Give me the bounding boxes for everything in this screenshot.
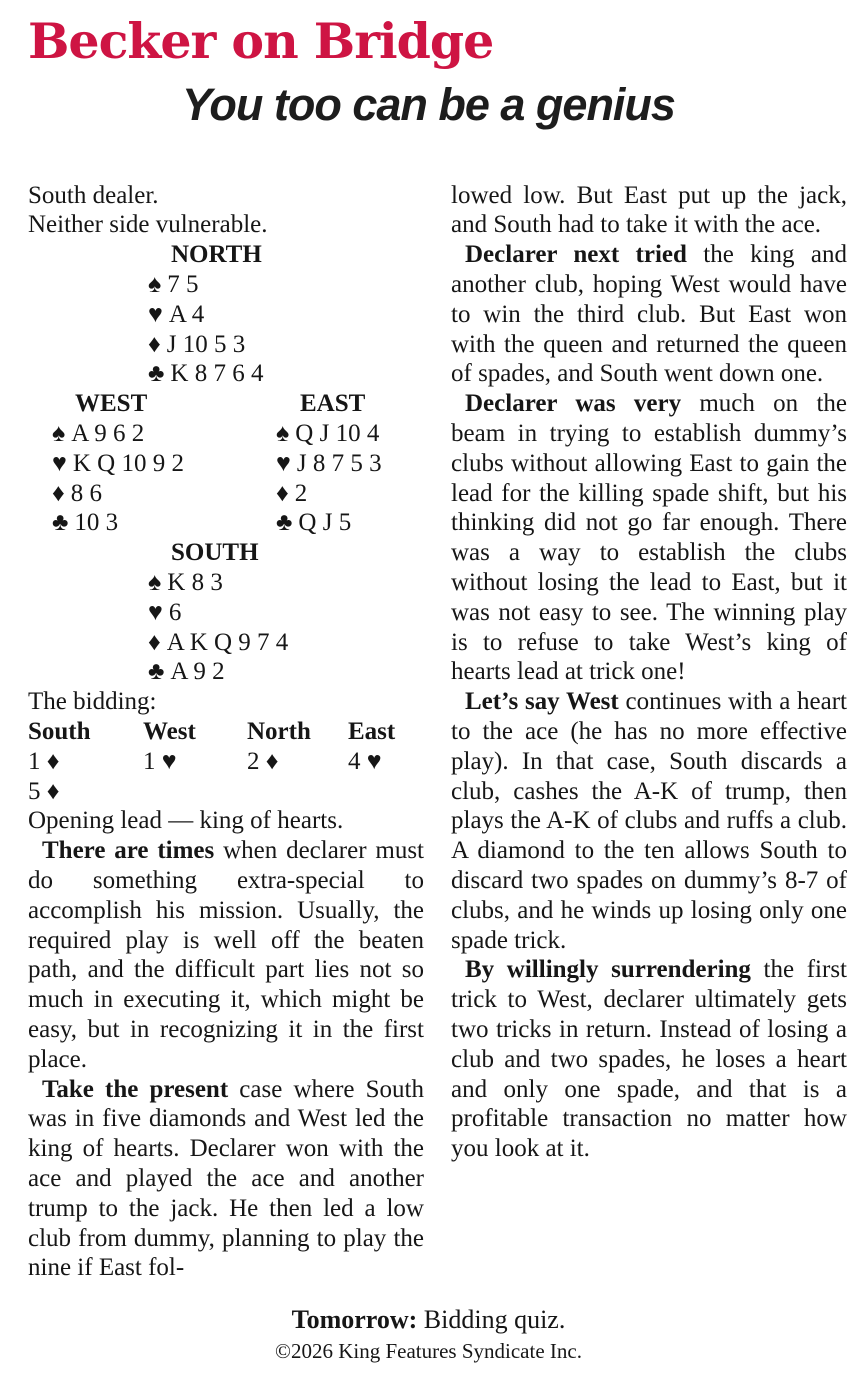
paragraph-lead: Declarer next tried bbox=[465, 241, 687, 269]
north-label: NORTH bbox=[171, 241, 262, 269]
east-hearts-cards: J 8 7 5 3 bbox=[296, 449, 382, 477]
bid-cell: 1 ♥ bbox=[143, 747, 177, 775]
east-spades-line bbox=[276, 419, 424, 449]
bid-cell bbox=[247, 777, 348, 807]
south-spades-line bbox=[148, 568, 424, 598]
paragraph-text: the first trick to West, declarer ultimately gets two tricks in return. Instead of losing a club and two spades, he loses a heart and only one spade, and that is a profitable transaction no matter how you look at it. bbox=[451, 956, 847, 1163]
tomorrow-label: Tomorrow: bbox=[291, 1305, 418, 1335]
copyright-line: ©2026 King Features Syndicate Inc. bbox=[275, 1339, 582, 1364]
heart-icon: ♥ bbox=[148, 598, 163, 626]
east-diamonds-cards: 2 bbox=[294, 479, 308, 507]
west-spades-cards: A 9 6 2 bbox=[71, 420, 145, 448]
hand-east bbox=[276, 389, 424, 538]
east-label: EAST bbox=[300, 390, 366, 418]
bid-cell bbox=[348, 777, 424, 807]
vulnerability-line: Neither side vulnerable. bbox=[28, 211, 268, 239]
east-clubs-line bbox=[276, 508, 424, 538]
spade-icon: ♠ bbox=[148, 271, 162, 299]
west-east-row bbox=[28, 389, 424, 538]
article-body bbox=[0, 181, 857, 1283]
paragraph bbox=[451, 955, 847, 1164]
club-icon: ♣ bbox=[52, 509, 69, 537]
footer bbox=[0, 1305, 857, 1364]
west-clubs-line bbox=[52, 508, 276, 538]
paragraph bbox=[451, 687, 847, 955]
paragraph bbox=[28, 836, 424, 1074]
west-hearts-cards: K Q 10 9 2 bbox=[72, 449, 184, 477]
bid-cell: 1 ♦ bbox=[28, 747, 60, 775]
hand-south bbox=[28, 538, 424, 687]
west-label: WEST bbox=[75, 390, 148, 418]
east-clubs-cards: Q J 5 bbox=[298, 509, 352, 537]
paragraph bbox=[451, 181, 847, 241]
diamond-icon: ♦ bbox=[276, 479, 289, 507]
paragraph-lead: There are times bbox=[42, 837, 215, 865]
deal-diagram bbox=[28, 240, 424, 687]
paragraph-lead: By willingly surrendering bbox=[465, 956, 751, 984]
bid-cell: 5 ♦ bbox=[28, 777, 60, 805]
bid-cell bbox=[143, 777, 247, 807]
tomorrow-line bbox=[0, 1305, 857, 1335]
diamond-icon: ♦ bbox=[52, 479, 65, 507]
paragraph-text: much on the beam in trying to establish dummy’s clubs without allowing East to gain the lead for the killing spade shift, but his thinking did not go far enough. There was a way to establish the clubs without losing the lead to East, but it was not easy to see. The winning play is to refuse to take West’s king of hearts lead at trick one! bbox=[451, 390, 847, 686]
club-icon: ♣ bbox=[148, 658, 165, 686]
east-spades-cards: Q J 10 4 bbox=[295, 420, 380, 448]
hand-west bbox=[52, 389, 276, 538]
bid-header-north: North bbox=[247, 718, 311, 746]
east-hearts-line bbox=[276, 449, 424, 479]
south-clubs-cards: A 9 2 bbox=[170, 658, 225, 686]
diamond-icon: ♦ bbox=[148, 330, 161, 358]
bid-header-west: West bbox=[143, 718, 196, 746]
bid-cell: 4 ♥ bbox=[348, 747, 382, 775]
bid-cell: 2 ♦ bbox=[247, 747, 279, 775]
masthead bbox=[0, 12, 857, 70]
left-column bbox=[28, 181, 424, 1283]
paragraph bbox=[28, 1075, 424, 1284]
north-spades-line bbox=[148, 270, 424, 300]
bidding-intro: The bidding: bbox=[28, 688, 157, 716]
paragraph bbox=[451, 240, 847, 389]
west-spades-line bbox=[52, 419, 276, 449]
heart-icon: ♥ bbox=[276, 449, 291, 477]
bidding-table bbox=[28, 717, 424, 806]
paragraph-text: when declarer must do something extra-special to accomplish his mission. Usually, the required play is well off the beaten path, and the difficult part lies not so much in executing it, which might be easy, but in recognizing it in the first place. bbox=[28, 837, 424, 1073]
north-spades-cards: 7 5 bbox=[167, 271, 199, 299]
paragraph-text: the king and another club, hoping West would have to win the third club. But East won with the queen and returned the queen of spades, and South went down one. bbox=[451, 241, 847, 388]
paragraph-text: lowed low. But East put up the jack, and South had to take it with the ace. bbox=[451, 181, 847, 239]
page-title: Becker on Bridge bbox=[28, 12, 494, 70]
south-diamonds-line bbox=[148, 628, 424, 658]
south-clubs-line bbox=[148, 657, 424, 687]
south-hearts-line bbox=[148, 598, 424, 628]
north-diamonds-line bbox=[148, 330, 424, 360]
spade-icon: ♠ bbox=[52, 420, 66, 448]
club-icon: ♣ bbox=[148, 360, 165, 388]
west-hearts-line bbox=[52, 449, 276, 479]
diamond-icon: ♦ bbox=[148, 628, 161, 656]
dealer-line: South dealer. bbox=[28, 181, 159, 209]
paragraph-lead: Let’s say West bbox=[465, 688, 619, 716]
hand-north bbox=[28, 240, 424, 389]
paragraph bbox=[451, 389, 847, 687]
south-spades-cards: K 8 3 bbox=[167, 569, 223, 597]
west-clubs-cards: 10 3 bbox=[74, 509, 119, 537]
bid-header-east: East bbox=[348, 718, 396, 746]
north-diamonds-cards: J 10 5 3 bbox=[166, 330, 246, 358]
paragraph-text: continues with a heart to the ace (he has no more effective play). In that case, South discards a club, cashes the A-K of trump, then plays the A-K of clubs and ruffs a club. A diamond to the ten allows South to discard two spades on dummy’s 8-7 of clubs, and he winds up losing only one spade trick. bbox=[451, 688, 847, 954]
south-label: SOUTH bbox=[171, 539, 259, 567]
paragraph-lead: Declarer was very bbox=[465, 390, 682, 418]
tomorrow-text: Bidding quiz. bbox=[423, 1305, 566, 1335]
north-clubs-cards: K 8 7 6 4 bbox=[170, 360, 264, 388]
north-hearts-cards: A 4 bbox=[168, 300, 205, 328]
paragraph-lead: Take the present bbox=[42, 1075, 229, 1103]
west-diamonds-line bbox=[52, 479, 276, 509]
spade-icon: ♠ bbox=[276, 420, 290, 448]
paragraph-text: case where South was in five diamonds and West led the king of hearts. Declarer won with the ace and played the ace and another trump to the jack. He then led a low club from dummy, planning to play the nine if East fol- bbox=[28, 1075, 424, 1282]
west-diamonds-cards: 8 6 bbox=[70, 479, 103, 507]
east-diamonds-line bbox=[276, 479, 424, 509]
north-hearts-line bbox=[148, 300, 424, 330]
bid-header-south: South bbox=[28, 718, 91, 746]
page-subtitle: You too can be a genius bbox=[182, 79, 675, 131]
club-icon: ♣ bbox=[276, 509, 293, 537]
opening-lead-line: Opening lead — king of hearts. bbox=[28, 807, 344, 835]
spade-icon: ♠ bbox=[148, 569, 162, 597]
south-hearts-cards: 6 bbox=[168, 598, 182, 626]
north-clubs-line bbox=[148, 359, 424, 389]
heart-icon: ♥ bbox=[52, 449, 67, 477]
heart-icon: ♥ bbox=[148, 300, 163, 328]
south-diamonds-cards: A K Q 9 7 4 bbox=[166, 628, 289, 656]
right-column bbox=[451, 181, 847, 1283]
